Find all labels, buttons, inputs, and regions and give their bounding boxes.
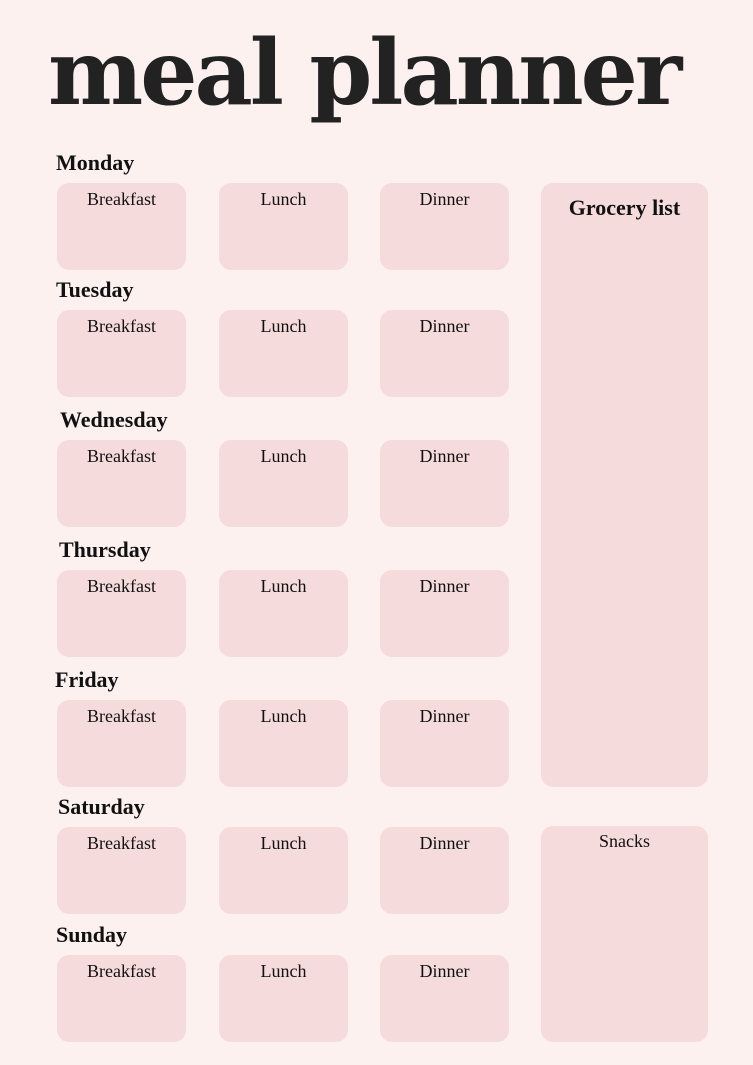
meal-label: Dinner [419, 576, 470, 596]
day-label-saturday: Saturday [58, 794, 145, 819]
tuesday-lunch-box[interactable] [219, 310, 348, 397]
saturday-breakfast-box[interactable] [57, 827, 186, 914]
snacks-title: Snacks [599, 831, 650, 851]
friday-dinner-box[interactable] [380, 700, 509, 787]
meal-label: Dinner [419, 706, 470, 726]
meal-label: Dinner [419, 446, 470, 466]
day-label-tuesday: Tuesday [56, 277, 134, 302]
meal-label: Lunch [260, 316, 307, 336]
meal-label: Breakfast [87, 961, 156, 981]
sunday-dinner-box[interactable] [380, 955, 509, 1042]
thursday-dinner-box[interactable] [380, 570, 509, 657]
meal-label: Lunch [260, 833, 307, 853]
saturday-dinner-box[interactable] [380, 827, 509, 914]
meal-label: Lunch [260, 576, 307, 596]
day-label-friday: Friday [55, 667, 119, 692]
friday-breakfast-box[interactable] [57, 700, 186, 787]
tuesday-dinner-box[interactable] [380, 310, 509, 397]
meal-label: Dinner [419, 316, 470, 336]
meal-label: Lunch [260, 706, 307, 726]
day-label-sunday: Sunday [56, 922, 127, 947]
meal-label: Lunch [260, 446, 307, 466]
meal-label: Breakfast [87, 446, 156, 466]
sunday-lunch-box[interactable] [219, 955, 348, 1042]
day-label-monday: Monday [56, 150, 135, 175]
meal-label: Breakfast [87, 189, 156, 209]
sunday-breakfast-box[interactable] [57, 955, 186, 1042]
day-label-thursday: Thursday [59, 537, 151, 562]
meal-label: Breakfast [87, 576, 156, 596]
thursday-breakfast-box[interactable] [57, 570, 186, 657]
wednesday-breakfast-box[interactable] [57, 440, 186, 527]
meal-label: Breakfast [87, 706, 156, 726]
saturday-lunch-box[interactable] [219, 827, 348, 914]
day-label-wednesday: Wednesday [60, 407, 168, 432]
friday-lunch-box[interactable] [219, 700, 348, 787]
monday-lunch-box[interactable] [219, 183, 348, 270]
monday-dinner-box[interactable] [380, 183, 509, 270]
page-title: meal planner [48, 20, 680, 126]
meal-label: Dinner [419, 189, 470, 209]
wednesday-lunch-box[interactable] [219, 440, 348, 527]
monday-breakfast-box[interactable] [57, 183, 186, 270]
meal-label: Dinner [419, 833, 470, 853]
meal-label: Breakfast [87, 316, 156, 336]
meal-label: Lunch [260, 961, 307, 981]
snacks-box[interactable] [541, 826, 708, 1042]
wednesday-dinner-box[interactable] [380, 440, 509, 527]
meal-label: Lunch [260, 189, 307, 209]
thursday-lunch-box[interactable] [219, 570, 348, 657]
meal-label: Dinner [419, 961, 470, 981]
meal-label: Breakfast [87, 833, 156, 853]
grocery-list-box[interactable] [541, 183, 708, 787]
grocery-list-title: Grocery list [568, 195, 681, 220]
tuesday-breakfast-box[interactable] [57, 310, 186, 397]
